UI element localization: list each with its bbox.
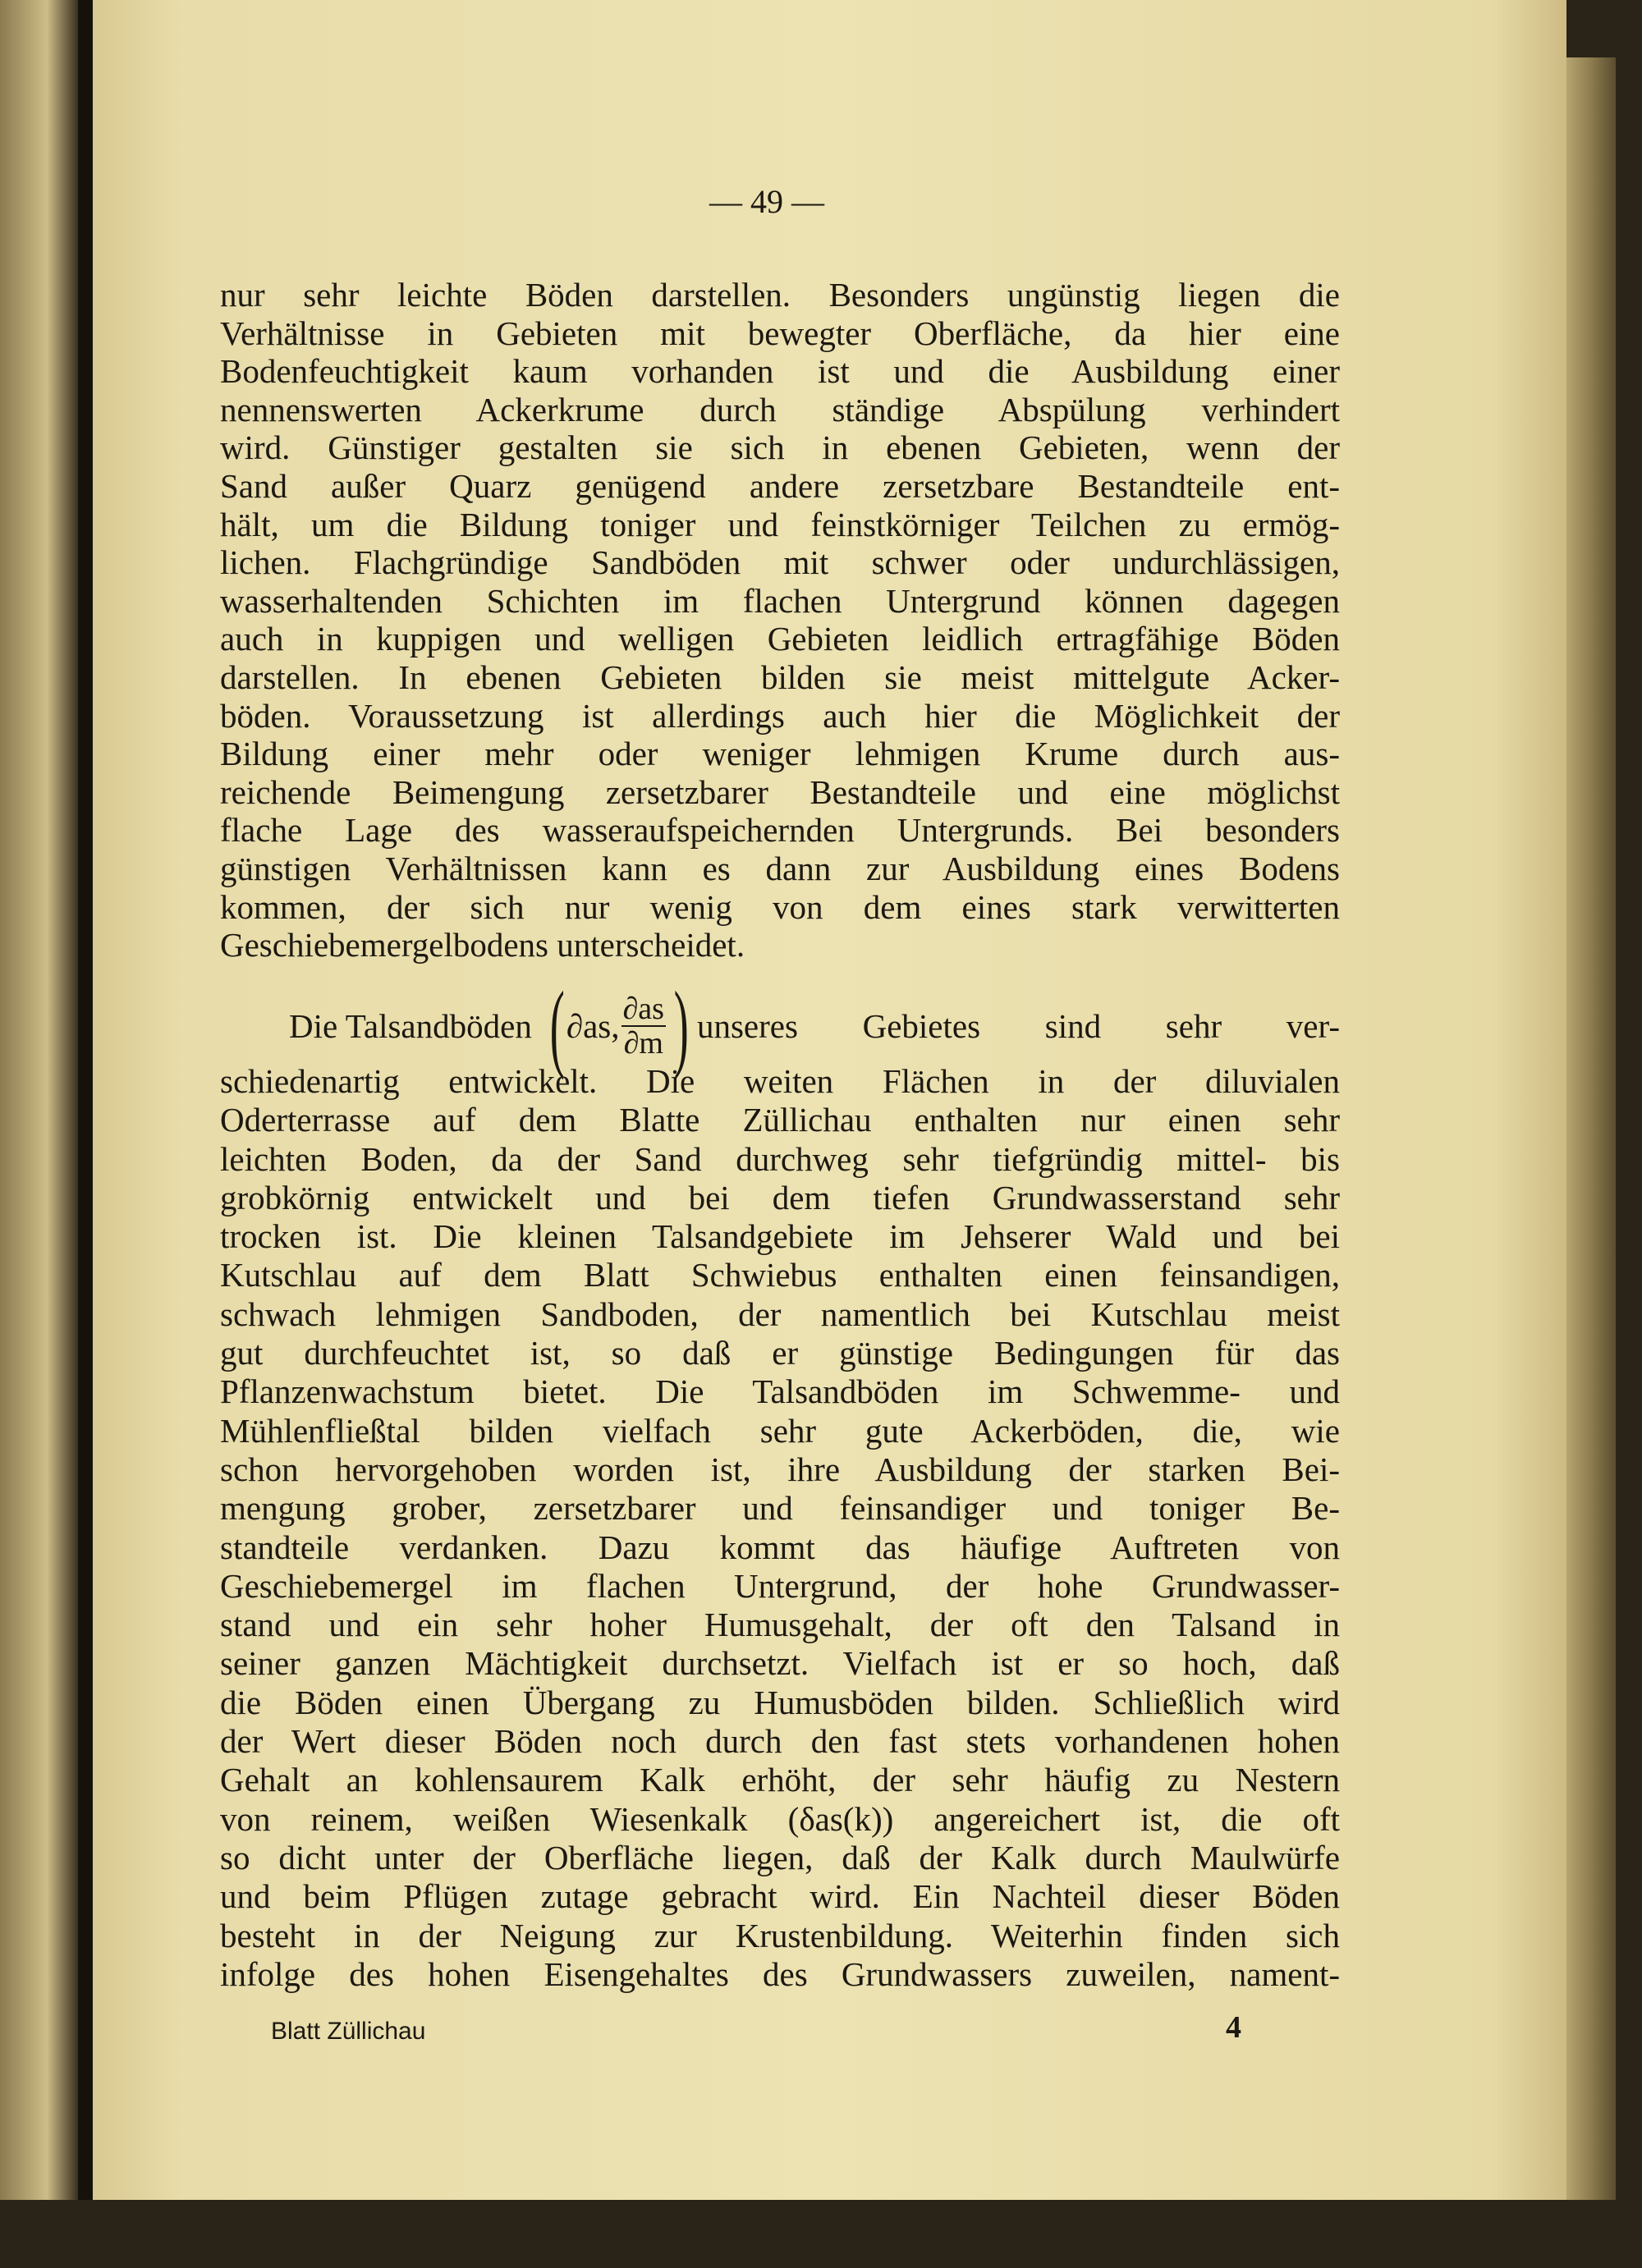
text-line: gut durchfeuchtet ist, so daß er günstige Bedingungen für das: [220, 1334, 1340, 1372]
text-line: Pflanzenwachstum bietet. Die Talsandböden im Schwemme- und: [220, 1372, 1340, 1411]
formula-line: [289, 971, 1340, 1080]
text-line: trocken ist. Die kleinen Talsandgebiete im Jehserer Wald und bei: [220, 1217, 1340, 1256]
footer-signature-mark: 4: [1226, 2010, 1241, 2045]
text-line: reichende Beimengung zersetzbarer Bestandteile und eine möglichst: [220, 772, 1340, 811]
text-line: auch in kuppigen und welligen Gebieten leidlich ertragfähige Böden: [220, 620, 1340, 658]
text-line: darstellen. In ebenen Gebieten bilden sie meist mittelgute Acker-: [220, 657, 1340, 696]
text-line: stand und ein sehr hoher Humusgehalt, der oft den Talsand in: [220, 1606, 1340, 1644]
text-line: günstigen Verhältnissen kann es dann zur Ausbildung eines Bodens: [220, 849, 1340, 887]
text-line: Verhältnisse in Gebieten mit bewegter Oberfläche, da hier eine: [220, 314, 1340, 352]
text-line: leichten Boden, da der Sand durchweg sehr tiefgründig mittel- bis: [220, 1139, 1340, 1178]
text-line: flache Lage des wasseraufspeichernden Untergrunds. Bei besonders: [220, 811, 1340, 850]
text-line: und beim Pflügen zutage gebracht wird. Ein Nachteil dieser Böden: [220, 1877, 1340, 1916]
fraction-numerator: ∂as: [622, 992, 664, 1026]
page-stack-edge: [1566, 57, 1616, 2200]
text-line: infolge des hohen Eisengehaltes des Grundwassers zuweilen, nament-: [220, 1954, 1340, 1993]
text-line: seiner ganzen Mächtigkeit durchsetzt. Vielfach ist er so hoch, daß: [220, 1644, 1340, 1683]
left-paren: (: [549, 971, 565, 1080]
text-line: Geschiebemergelbodens unterscheidet.: [220, 926, 745, 964]
text-line: lichen. Flachgründige Sandböden mit schwer oder undurchlässigen,: [220, 543, 1340, 582]
formula-symbol: ∂as,: [566, 1007, 620, 1045]
text-line: Gehalt an kohlensaurem Kalk erhöht, der sehr häufig zu Nestern: [220, 1761, 1340, 1799]
footer-sheet-name: Blatt Züllichau: [271, 2018, 426, 2045]
text-line: kommen, der sich nur wenig von dem eines stark verwitterten: [220, 887, 1340, 926]
scan-background: [0, 2200, 1642, 2268]
paragraph-2: [220, 1062, 1340, 1994]
text-line: Sand außer Quarz genügend andere zersetzbare Bestandteile ent-: [220, 466, 1340, 505]
text-line: schwach lehmigen Sandboden, der namentlich bei Kutschlau meist: [220, 1294, 1340, 1333]
text-line: standteile verdanken. Dazu kommt das häufige Auftreten von: [220, 1528, 1340, 1566]
text-line: hält, um die Bildung toniger und feinstkörniger Teilchen zu ermög-: [220, 505, 1340, 543]
book-binding: [78, 0, 93, 2268]
text-line: wird. Günstiger gestalten sie sich in ebenen Gebieten, wenn der: [220, 428, 1340, 467]
text-line: so dicht unter der Oberfläche liegen, daß der Kalk durch Maulwürfe: [220, 1838, 1340, 1876]
formula-fraction: [621, 992, 666, 1060]
text-line: mengung grober, zersetzbarer und feinsandiger und toniger Be-: [220, 1489, 1340, 1528]
formula-line-tail: unseres Gebietes sind sehr ver-: [696, 1007, 1340, 1045]
text-line: der Wert dieser Böden noch durch den fast stets vorhandenen hohen: [220, 1722, 1340, 1761]
text-line: nur sehr leichte Böden darstellen. Besonders ungünstig liegen die: [220, 276, 1340, 314]
text-line: böden. Voraussetzung ist allerdings auch hier die Möglichkeit der: [220, 696, 1340, 735]
text-line: grobkörnig entwickelt und bei dem tiefen Grundwasserstand sehr: [220, 1178, 1340, 1216]
text-line: nennenswerten Ackerkrume durch ständige Abspülung verhindert: [220, 390, 1340, 428]
text-line: die Böden einen Übergang zu Humusböden bilden. Schließlich wird: [220, 1683, 1340, 1721]
right-paren: ): [673, 971, 689, 1080]
text-line: Geschiebemergel im flachen Untergrund, der hohe Grundwasser-: [220, 1566, 1340, 1605]
text-line: wasserhaltenden Schichten im flachen Untergrund können dagegen: [220, 581, 1340, 620]
text-line: Bodenfeuchtigkeit kaum vorhanden ist und die Ausbildung einer: [220, 352, 1340, 391]
text-line: von reinem, weißen Wiesenkalk (δas(k)) angereichert ist, die oft: [220, 1799, 1340, 1838]
text-line: besteht in der Neigung zur Krustenbildung. Weiterhin finden sich: [220, 1916, 1340, 1954]
text-line: schon hervorgehoben worden ist, ihre Ausbildung der starken Bei-: [220, 1450, 1340, 1488]
text-line: Bildung einer mehr oder weniger lehmigen Krume durch aus-: [220, 735, 1340, 773]
fraction-denominator: ∂m: [623, 1026, 663, 1061]
left-page-edge: [0, 0, 78, 2268]
text-line: Kutschlau auf dem Blatt Schwiebus enthalten einen feinsandigen,: [220, 1256, 1340, 1294]
text-line: Oderterrasse auf dem Blatte Züllichau enthalten nur einen sehr: [220, 1101, 1340, 1139]
text-line: Mühlenfließtal bilden vielfach sehr gute Ackerböden, die, wie: [220, 1411, 1340, 1450]
paragraph-1: [220, 276, 1340, 964]
formula-line-lead: Die Talsandböden: [289, 1007, 532, 1045]
text-line: schiedenartig entwickelt. Die weiten Flächen in der diluvialen: [220, 1062, 1340, 1100]
page-number: — 49 —: [709, 183, 824, 220]
